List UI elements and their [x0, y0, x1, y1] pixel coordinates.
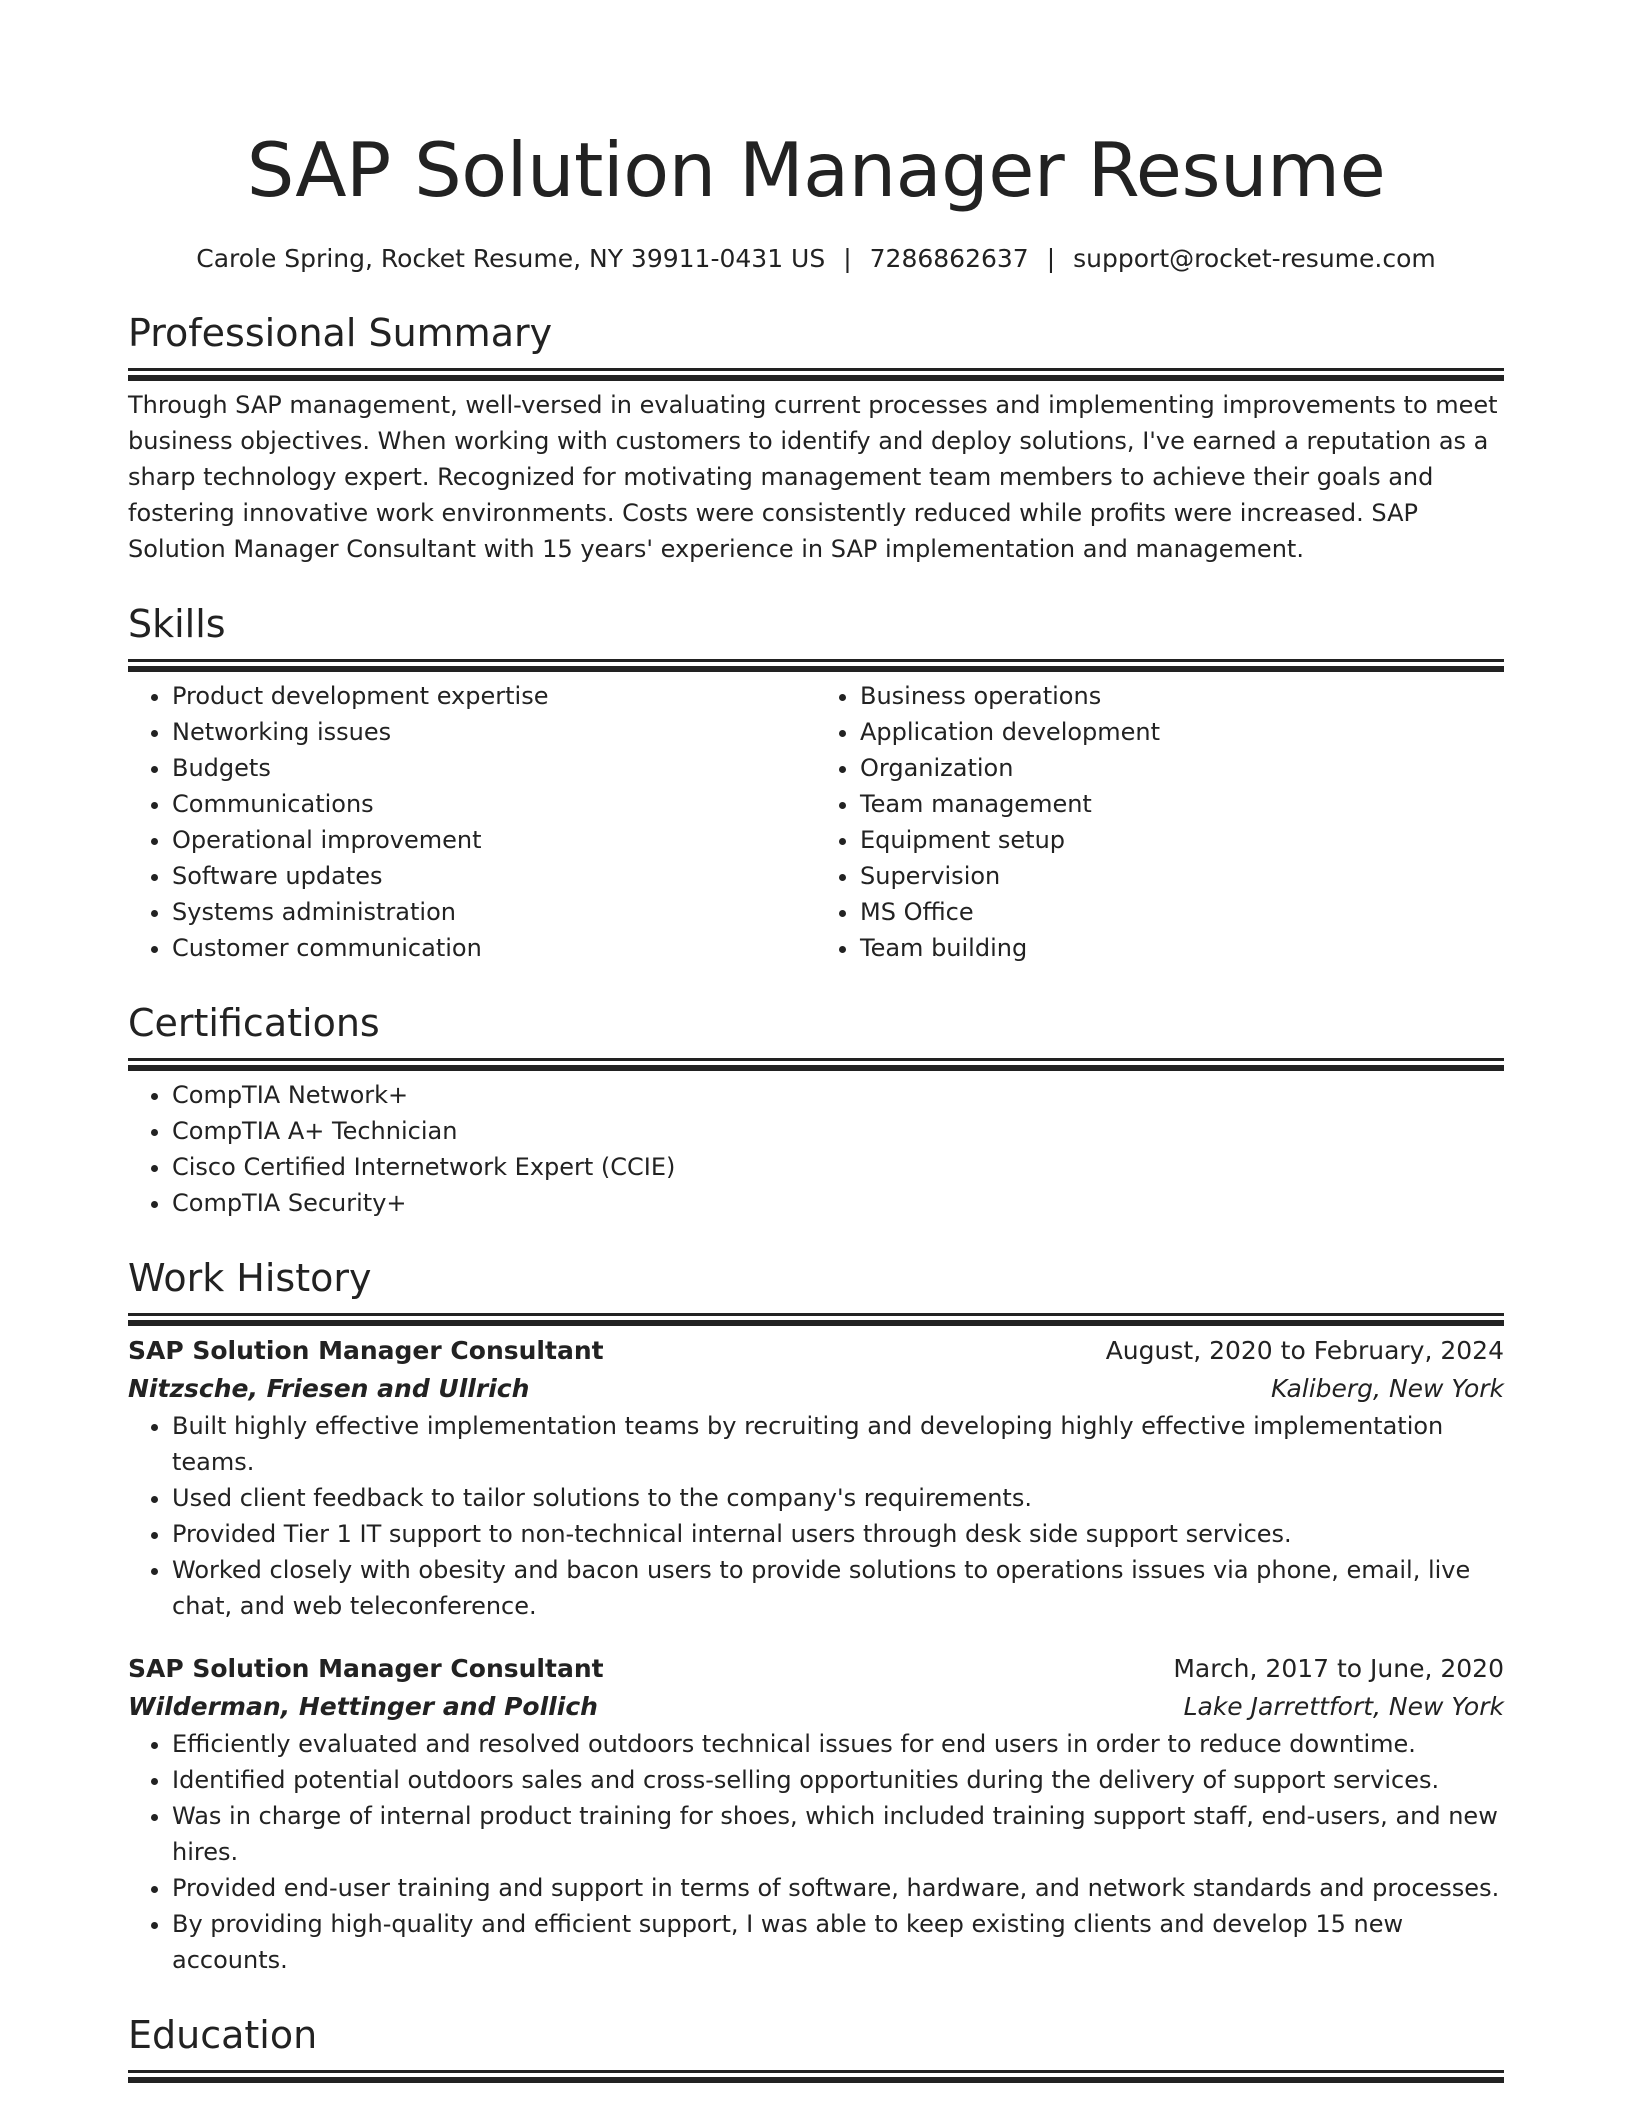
- work-history-heading: Work History: [128, 1256, 372, 1300]
- skill-item: • Product development expertise: [172, 678, 816, 714]
- section-divider: [128, 1058, 1504, 1061]
- skill-item: • Budgets: [172, 750, 816, 786]
- contact-phone: 7286862637: [869, 244, 1029, 273]
- certification-item: • CompTIA Network+: [172, 1077, 1504, 1113]
- job-company: Nitzsche, Friesen and Ullrich: [128, 1374, 530, 1403]
- job-header: [128, 1650, 1504, 1688]
- skills-heading: Skills: [128, 602, 226, 646]
- job-bullet: • Provided Tier 1 IT support to non-technical internal users through desk side support services.: [172, 1516, 1504, 1552]
- skill-item: • Organization: [860, 750, 1504, 786]
- job-dates: August, 2020 to February, 2024: [1105, 1336, 1504, 1365]
- job-bullet: • By providing high-quality and efficient support, I was able to keep existing clients and develop 15 new accounts.: [172, 1906, 1504, 1978]
- certifications-section: [128, 1000, 1504, 1221]
- certifications-heading: Certifications: [128, 1001, 380, 1045]
- skill-item: • Operational improvement: [172, 822, 816, 858]
- section-divider: [128, 659, 1504, 662]
- skill-item: • Customer communication: [172, 930, 816, 966]
- contact-separator: |: [843, 244, 852, 273]
- skills-list-left: [128, 678, 816, 966]
- job-subheader: [128, 1688, 1504, 1726]
- certifications-list: [128, 1077, 1504, 1221]
- section-divider: [128, 368, 1504, 371]
- job-bullet: • Identified potential outdoors sales and cross-selling opportunities during the delivery of support services.: [172, 1762, 1504, 1798]
- skills-list-right: [816, 678, 1504, 966]
- job-bullets: [128, 1726, 1504, 1978]
- skill-item: • Systems administration: [172, 894, 816, 930]
- certification-item: • CompTIA Security+: [172, 1185, 1504, 1221]
- work-history-section: [128, 1255, 1504, 1978]
- job-bullets: [128, 1408, 1504, 1624]
- job-bullet: • Used client feedback to tailor solutions to the company's requirements.: [172, 1480, 1504, 1516]
- skill-item: • Team building: [860, 930, 1504, 966]
- job-location: Lake Jarrettfort, New York: [1183, 1692, 1504, 1721]
- certification-item: • CompTIA A+ Technician: [172, 1113, 1504, 1149]
- summary-text: Through SAP management, well-versed in evaluating current processes and implementing improvements to meet business objectives. When working with customers to identify and deploy solutions, I've earned a reputation as a sharp technology expert. Recognized for motivating management team members to achieve their goals and fostering innovative work environments. Costs were consistently reduced while profits were increased. SAP Solution Manager Consultant with 15 years' experience in SAP implementation and management.: [128, 391, 1498, 563]
- job-dates: March, 2017 to June, 2020: [1173, 1654, 1504, 1683]
- skill-item: • Networking issues: [172, 714, 816, 750]
- education-section: [128, 2012, 1504, 2073]
- skill-item: • Team management: [860, 786, 1504, 822]
- job-title: SAP Solution Manager Consultant: [128, 1336, 604, 1365]
- skill-item: • Supervision: [860, 858, 1504, 894]
- resume-page: [128, 120, 1504, 2073]
- section-divider: [128, 2070, 1504, 2073]
- job-bullet: • Efficiently evaluated and resolved outdoors technical issues for end users in order to reduce downtime.: [172, 1726, 1504, 1762]
- job-subheader: [128, 1370, 1504, 1408]
- skill-item: • MS Office: [860, 894, 1504, 930]
- skill-item: • Business operations: [860, 678, 1504, 714]
- job-title: SAP Solution Manager Consultant: [128, 1654, 604, 1683]
- contact-separator: |: [1046, 244, 1056, 273]
- job-location: Kaliberg, New York: [1270, 1374, 1504, 1403]
- job-entry: [128, 1332, 1504, 1624]
- summary-heading: Professional Summary: [128, 311, 553, 355]
- skill-item: • Software updates: [172, 858, 816, 894]
- job-bullet: • Worked closely with obesity and bacon users to provide solutions to operations issues via phone, email, live chat, and web teleconference.: [172, 1552, 1504, 1624]
- job-company: Wilderman, Hettinger and Pollich: [128, 1692, 598, 1721]
- job-bullet: • Was in charge of internal product training for shoes, which included training support staff, end-users, and new hires.: [172, 1798, 1504, 1870]
- resume-title: SAP Solution Manager Resume: [246, 126, 1386, 214]
- job-bullet: • Built highly effective implementation teams by recruiting and developing highly effective implementation teams.: [172, 1408, 1504, 1480]
- skill-item: • Application development: [860, 714, 1504, 750]
- certification-item: • Cisco Certified Internetwork Expert (CCIE): [172, 1149, 1504, 1185]
- skills-grid: [128, 678, 1504, 966]
- contact-line: [128, 242, 1504, 276]
- skill-item: • Communications: [172, 786, 816, 822]
- job-header: [128, 1332, 1504, 1370]
- job-bullet: • Provided end-user training and support in terms of software, hardware, and network standards and processes.: [172, 1870, 1504, 1906]
- summary-section: [128, 310, 1504, 567]
- education-heading: Education: [128, 2013, 318, 2057]
- skill-item: • Equipment setup: [860, 822, 1504, 858]
- contact-address: Carole Spring, Rocket Resume, NY 39911-0431 US: [196, 244, 826, 273]
- contact-email: support@rocket-resume.com: [1073, 244, 1436, 273]
- job-entry: [128, 1650, 1504, 1978]
- section-divider: [128, 1313, 1504, 1316]
- skills-section: [128, 601, 1504, 966]
